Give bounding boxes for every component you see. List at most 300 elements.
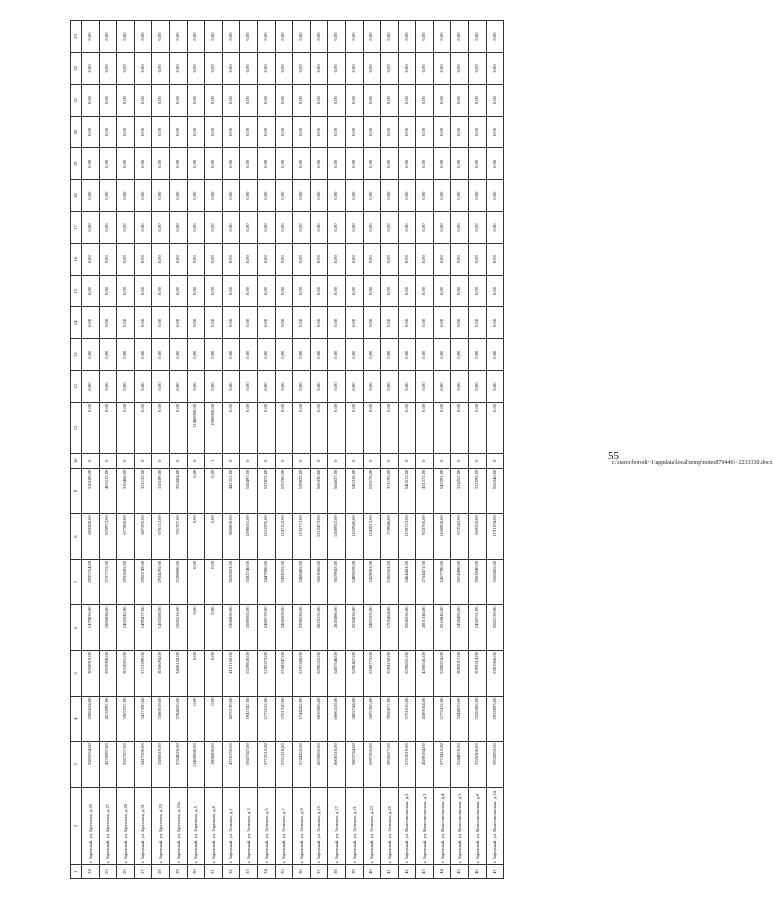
footer-file-path: c:\users\borodi~1\appdata\local\temp\notes879446\~2233330.docx	[612, 460, 773, 466]
value-cell: 2932685,00	[117, 559, 135, 605]
value-cell: 0,00	[328, 339, 346, 371]
value-cell: 0,00	[187, 468, 205, 514]
value-cell: 0,00	[82, 84, 100, 116]
value-cell: 0	[82, 453, 100, 468]
value-cell: 0,00	[117, 180, 135, 212]
value-cell: 0,00	[134, 180, 152, 212]
value-cell: 855973,00	[99, 514, 117, 560]
value-cell: 0	[117, 453, 135, 468]
value-cell: 0,00	[451, 339, 469, 371]
value-cell: 3385634,00	[82, 696, 100, 742]
value-cell: 0,00	[82, 243, 100, 275]
value-cell: 11400000,00	[187, 402, 205, 453]
value-cell: 669250,00	[469, 514, 487, 560]
value-cell: 3326306,00	[469, 742, 487, 788]
value-cell: 0,00	[187, 559, 205, 605]
value-cell: 0,00	[99, 339, 117, 371]
value-cell: 0,00	[345, 275, 363, 307]
value-cell: 778946,00	[381, 514, 399, 560]
value-cell: 0,00	[416, 21, 434, 53]
value-cell: 0,00	[187, 52, 205, 84]
row-number-cell: 36	[293, 865, 311, 879]
value-cell: 0,00	[222, 148, 240, 180]
value-cell: 1483342,00	[117, 605, 135, 651]
address-cell: г. Заречный, ул. Заречная, д.8	[205, 787, 223, 864]
value-cell: 3367557,00	[117, 696, 135, 742]
value-cell: 0,00	[398, 212, 416, 244]
value-cell: 0,00	[152, 148, 170, 180]
value-cell: 0,00	[117, 52, 135, 84]
value-cell: 0,00	[99, 371, 117, 403]
value-cell: 0,00	[433, 84, 451, 116]
value-cell: 0,00	[363, 243, 381, 275]
value-cell: 4208541,00	[416, 651, 434, 697]
value-cell: 0,00	[293, 180, 311, 212]
value-cell: 0,00	[152, 275, 170, 307]
value-cell: 0,00	[469, 21, 487, 53]
value-cell: 0,00	[169, 371, 187, 403]
value-cell: 0	[328, 453, 346, 468]
value-cell: 0,00	[275, 339, 293, 371]
value-cell: 2003840,00	[469, 559, 487, 605]
table-row	[99, 21, 117, 879]
value-cell: 0,00	[134, 148, 152, 180]
column-header-19: 19	[71, 148, 82, 180]
column-header-20: 20	[71, 116, 82, 148]
row-number-cell: 44	[433, 865, 451, 879]
row-number-cell: 37	[310, 865, 328, 879]
value-cell: 5381966,00	[486, 651, 504, 697]
value-cell: 0,00	[398, 307, 416, 339]
value-cell: 3784626,00	[169, 696, 187, 742]
value-cell: 885800,00	[222, 514, 240, 560]
value-cell: 0,00	[99, 275, 117, 307]
value-cell: 2014490,00	[451, 559, 469, 605]
value-cell: 3417590,00	[134, 696, 152, 742]
value-cell: 0,00	[433, 52, 451, 84]
value-cell: 0,00	[469, 243, 487, 275]
value-cell: 0,00	[433, 21, 451, 53]
value-cell: 3468405,00	[293, 559, 311, 605]
value-cell: 0,00	[82, 148, 100, 180]
value-cell: 0,00	[222, 339, 240, 371]
value-cell: 0,00	[328, 307, 346, 339]
value-cell: 0,00	[134, 402, 152, 453]
row-number-cell: 35	[275, 865, 293, 879]
value-cell: 0,00	[187, 339, 205, 371]
row-number-cell: 40	[363, 865, 381, 879]
value-cell: 0,00	[381, 307, 399, 339]
value-cell: 3926677,00	[381, 696, 399, 742]
value-cell: 0,00	[469, 52, 487, 84]
value-cell: 0,00	[381, 84, 399, 116]
value-cell: 1458495,00	[451, 605, 469, 651]
value-cell: 3093314,00	[469, 651, 487, 697]
value-cell: 5701318,00	[275, 742, 293, 788]
value-cell: 0,00	[134, 371, 152, 403]
row-number-cell: 32	[222, 865, 240, 879]
value-cell: 0,00	[310, 180, 328, 212]
address-cell: г. Заречный, ул. Зеленая, д.7	[275, 787, 293, 864]
value-cell: 0,00	[469, 148, 487, 180]
value-cell: 2924295,00	[152, 559, 170, 605]
value-cell: 2466509,00	[275, 605, 293, 651]
value-cell: 0,00	[257, 402, 275, 453]
value-cell: 0,00	[416, 371, 434, 403]
value-cell: 5932093,00	[486, 696, 504, 742]
value-cell: 542591,00	[433, 468, 451, 514]
address-cell: г. Заречный, ул. Зеленая, д.21	[345, 787, 363, 864]
value-cell: 0,00	[134, 275, 152, 307]
value-cell: 0,00	[293, 307, 311, 339]
value-cell: 0,00	[486, 180, 504, 212]
value-cell: 0,00	[328, 371, 346, 403]
address-cell: г. Заречный, ул. Заречная, д.5	[187, 787, 205, 864]
value-cell: 0,00	[222, 84, 240, 116]
value-cell: 0,00	[99, 212, 117, 244]
value-cell: 5296555,00	[310, 651, 328, 697]
value-cell: 5701318,00	[275, 696, 293, 742]
value-cell: 0,00	[275, 180, 293, 212]
value-cell: 0,00	[381, 148, 399, 180]
value-cell: 1208922,00	[328, 514, 346, 560]
value-cell: 1191194,00	[486, 514, 504, 560]
value-cell: 4589184,00	[416, 742, 434, 788]
column-header-4: 4	[71, 696, 82, 742]
value-cell: 314252,00	[451, 468, 469, 514]
column-header-13: 13	[71, 339, 82, 371]
value-cell: 0,00	[187, 116, 205, 148]
value-cell: 0,00	[169, 402, 187, 453]
value-cell: 676112,00	[152, 514, 170, 560]
value-cell: 545316,00	[345, 468, 363, 514]
value-cell: 5802744,00	[345, 696, 363, 742]
value-cell: 0,00	[257, 371, 275, 403]
data-table	[70, 20, 504, 879]
value-cell: 2001346,00	[416, 605, 434, 651]
value-cell: 402112,00	[99, 468, 117, 514]
value-cell: 0,00	[416, 84, 434, 116]
value-cell: 6	[187, 453, 205, 468]
value-cell: 5932093,00	[486, 742, 504, 788]
table-row	[187, 21, 205, 879]
value-cell: 0,00	[222, 371, 240, 403]
value-cell: 0,00	[293, 212, 311, 244]
value-cell: 3367557,00	[117, 742, 135, 788]
row-number-cell: 34	[257, 865, 275, 879]
value-cell: 0,00	[205, 116, 223, 148]
value-cell: 0,00	[381, 243, 399, 275]
value-cell: 0,00	[205, 275, 223, 307]
table-row	[275, 21, 293, 879]
value-cell: 0,00	[257, 339, 275, 371]
value-cell: 0,00	[310, 52, 328, 84]
value-cell: 0,00	[187, 651, 205, 697]
value-cell: 0	[363, 453, 381, 468]
value-cell: 566330,00	[310, 468, 328, 514]
value-cell: 0,00	[152, 339, 170, 371]
row-number-cell: 29	[169, 865, 187, 879]
column-header-2: 2	[71, 787, 82, 864]
value-cell: 1900000,00	[205, 742, 223, 788]
value-cell: 0,00	[222, 21, 240, 53]
value-cell: 0,00	[486, 116, 504, 148]
value-cell: 0,00	[222, 52, 240, 84]
value-cell: 0,00	[152, 212, 170, 244]
value-cell: 0,00	[293, 116, 311, 148]
value-cell: 0,00	[117, 148, 135, 180]
value-cell: 0,00	[240, 148, 258, 180]
value-cell: 0,00	[257, 21, 275, 53]
column-header-15: 15	[71, 275, 82, 307]
value-cell: 0,00	[169, 148, 187, 180]
value-cell: 0,00	[416, 212, 434, 244]
value-cell: 0,00	[152, 402, 170, 453]
value-cell: 0,00	[240, 84, 258, 116]
value-cell: 0,00	[433, 307, 451, 339]
value-cell: 0,00	[257, 307, 275, 339]
value-cell: 0,00	[416, 116, 434, 148]
value-cell: 0,00	[433, 212, 451, 244]
table-row	[152, 21, 170, 879]
value-cell: 0,00	[240, 243, 258, 275]
value-cell: 3434355,00	[275, 559, 293, 605]
value-cell: 0,00	[398, 275, 416, 307]
value-cell: 0,00	[240, 116, 258, 148]
row-number-cell: 42	[398, 865, 416, 879]
value-cell: 5773412,00	[433, 696, 451, 742]
value-cell: 0	[416, 453, 434, 468]
value-cell: 0,00	[310, 243, 328, 275]
value-cell: 3619947,00	[328, 559, 346, 605]
row-number-cell: 31	[205, 865, 223, 879]
value-cell: 2625155,00	[310, 605, 328, 651]
value-cell: 318189,00	[152, 468, 170, 514]
value-cell: 1147153,00	[275, 514, 293, 560]
value-cell: 0,00	[99, 402, 117, 453]
value-cell: 0,00	[82, 52, 100, 84]
value-cell: 537873,00	[257, 468, 275, 514]
address-cell: г. Заречный, ул. Братская, д.28	[117, 787, 135, 864]
value-cell: 0,00	[134, 307, 152, 339]
value-cell: 0,00	[293, 52, 311, 84]
value-cell: 3385634,00	[82, 742, 100, 788]
value-cell: 0,00	[345, 243, 363, 275]
row-number-cell: 24	[82, 865, 100, 879]
value-cell: 5802744,00	[345, 742, 363, 788]
row-number-cell: 47	[486, 865, 504, 879]
value-cell: 0,00	[205, 339, 223, 371]
table-row	[328, 21, 346, 879]
value-cell: 0,00	[169, 84, 187, 116]
value-cell: 0,00	[152, 84, 170, 116]
value-cell: 0,00	[99, 243, 117, 275]
value-cell: 0,00	[169, 243, 187, 275]
value-cell: 0,00	[152, 307, 170, 339]
table-row	[433, 21, 451, 879]
value-cell: 0,00	[117, 243, 135, 275]
value-cell: 0,00	[486, 402, 504, 453]
value-cell: 312592,00	[469, 468, 487, 514]
value-cell: 0,00	[345, 339, 363, 371]
value-cell: 0	[486, 453, 504, 468]
value-cell: 0,00	[117, 21, 135, 53]
value-cell: 0,00	[187, 514, 205, 560]
value-cell: 0,00	[310, 84, 328, 116]
table-row	[293, 21, 311, 879]
value-cell: 0,00	[310, 212, 328, 244]
value-cell: 5744262,00	[293, 696, 311, 742]
value-cell: 321132,00	[134, 468, 152, 514]
column-header-17: 17	[71, 212, 82, 244]
value-cell: 0,00	[398, 243, 416, 275]
value-cell: 0,00	[328, 402, 346, 453]
value-cell: 0,00	[187, 605, 205, 651]
value-cell: 0,00	[486, 52, 504, 84]
value-cell: 1880838,00	[99, 605, 117, 651]
value-cell: 0,00	[99, 116, 117, 148]
value-cell: 3919908,00	[99, 651, 117, 697]
value-cell: 0,00	[486, 275, 504, 307]
row-number-cell: 38	[328, 865, 346, 879]
value-cell: 3092017,00	[451, 651, 469, 697]
value-cell: 3447980,00	[257, 559, 275, 605]
value-cell: 0,00	[205, 243, 223, 275]
value-cell: 318189,00	[82, 468, 100, 514]
value-cell: 0,00	[433, 402, 451, 453]
value-cell: 0,00	[240, 212, 258, 244]
value-cell: 0,00	[275, 275, 293, 307]
value-cell: 0,00	[381, 21, 399, 53]
value-cell: 0,00	[381, 371, 399, 403]
value-cell: 5298831,00	[398, 651, 416, 697]
value-cell: 2589365,00	[240, 605, 258, 651]
value-cell: 677980,00	[117, 514, 135, 560]
value-cell: 0,00	[82, 212, 100, 244]
value-cell: 0,00	[345, 116, 363, 148]
value-cell: 0,00	[398, 116, 416, 148]
table-row	[398, 21, 416, 879]
value-cell: 0,00	[275, 116, 293, 148]
column-header-5: 5	[71, 651, 82, 697]
table-header-row	[71, 21, 82, 879]
value-cell: 3386019,00	[152, 742, 170, 788]
table-row	[486, 21, 504, 879]
value-cell: 0,00	[117, 402, 135, 453]
value-cell: 0,00	[451, 116, 469, 148]
value-cell: 0,00	[433, 339, 451, 371]
value-cell: 0	[451, 453, 469, 468]
value-cell: 0,00	[345, 307, 363, 339]
value-cell: 0,00	[82, 21, 100, 53]
value-cell: 0,00	[469, 116, 487, 148]
value-cell: 5751016,00	[398, 696, 416, 742]
column-header-12: 12	[71, 371, 82, 403]
value-cell: 0,00	[152, 21, 170, 53]
value-cell: 0,00	[363, 180, 381, 212]
value-cell: 2390520,00	[293, 605, 311, 651]
value-cell: 1165940,00	[345, 514, 363, 560]
value-cell: 0	[222, 453, 240, 468]
value-cell: 0,00	[398, 148, 416, 180]
value-cell: 0,00	[205, 52, 223, 84]
value-cell: 0,00	[134, 339, 152, 371]
address-cell: г. Заречный, ул. Комсомольская, д.5	[451, 787, 469, 864]
value-cell: 0,00	[187, 84, 205, 116]
value-cell: 0,00	[240, 180, 258, 212]
column-header-14: 14	[71, 307, 82, 339]
value-cell: 5947347,00	[240, 742, 258, 788]
value-cell: 3056694,00	[152, 651, 170, 697]
value-cell: 0,00	[205, 21, 223, 53]
value-cell: 3594150,00	[381, 651, 399, 697]
value-cell: 0,00	[275, 402, 293, 453]
value-cell: 0,00	[169, 275, 187, 307]
value-cell: 0,00	[169, 339, 187, 371]
value-cell: 0,00	[416, 275, 434, 307]
value-cell: 5188347,00	[275, 651, 293, 697]
value-cell: 0,00	[240, 402, 258, 453]
value-cell: 0,00	[328, 243, 346, 275]
column-header-9: 9	[71, 468, 82, 514]
table-row	[381, 21, 399, 879]
value-cell: 0,00	[257, 275, 275, 307]
row-number-cell: 46	[469, 865, 487, 879]
value-cell: 0,00	[469, 212, 487, 244]
value-cell: 5197288,00	[293, 651, 311, 697]
address-cell: г. Заречный, ул. Братская, д.26	[82, 787, 100, 864]
value-cell: 0	[275, 453, 293, 468]
address-cell: г. Заречный, ул. Комсомольская, д.3	[416, 787, 434, 864]
value-cell: 761787,00	[169, 514, 187, 560]
value-cell: 0,00	[328, 212, 346, 244]
value-cell: 0,00	[275, 307, 293, 339]
value-cell: 0,00	[82, 116, 100, 148]
value-cell: 0,00	[187, 243, 205, 275]
table-row	[416, 21, 434, 879]
value-cell: 3582740,00	[240, 559, 258, 605]
value-cell: 0,00	[328, 275, 346, 307]
value-cell: 3326306,00	[469, 696, 487, 742]
value-cell: 535176,00	[363, 468, 381, 514]
value-cell: 0,00	[82, 339, 100, 371]
address-cell: г. Заречный, ул. Зеленая, д.15	[310, 787, 328, 864]
value-cell: 5947347,00	[240, 696, 258, 742]
value-cell: 431272,00	[416, 468, 434, 514]
value-cell: 0,00	[451, 21, 469, 53]
value-cell: 0,00	[205, 559, 223, 605]
value-cell: 683280,00	[82, 514, 100, 560]
value-cell: 0,00	[152, 52, 170, 84]
table-row	[310, 21, 328, 879]
value-cell: 2935754,00	[82, 559, 100, 605]
value-cell: 0,00	[451, 52, 469, 84]
value-cell: 6006318,00	[328, 696, 346, 742]
value-cell: 0,00	[275, 371, 293, 403]
value-cell: 0,00	[469, 180, 487, 212]
value-cell: 0,00	[451, 402, 469, 453]
value-cell: 0,00	[99, 84, 117, 116]
value-cell: 0,00	[134, 21, 152, 53]
value-cell: 0,00	[169, 52, 187, 84]
value-cell: 0,00	[257, 180, 275, 212]
value-cell: 923766,00	[416, 514, 434, 560]
value-cell: 0,00	[99, 307, 117, 339]
value-cell: 0,00	[363, 21, 381, 53]
value-cell: 2620496,00	[328, 605, 346, 651]
table-row	[134, 21, 152, 879]
value-cell: 0,00	[187, 696, 205, 742]
